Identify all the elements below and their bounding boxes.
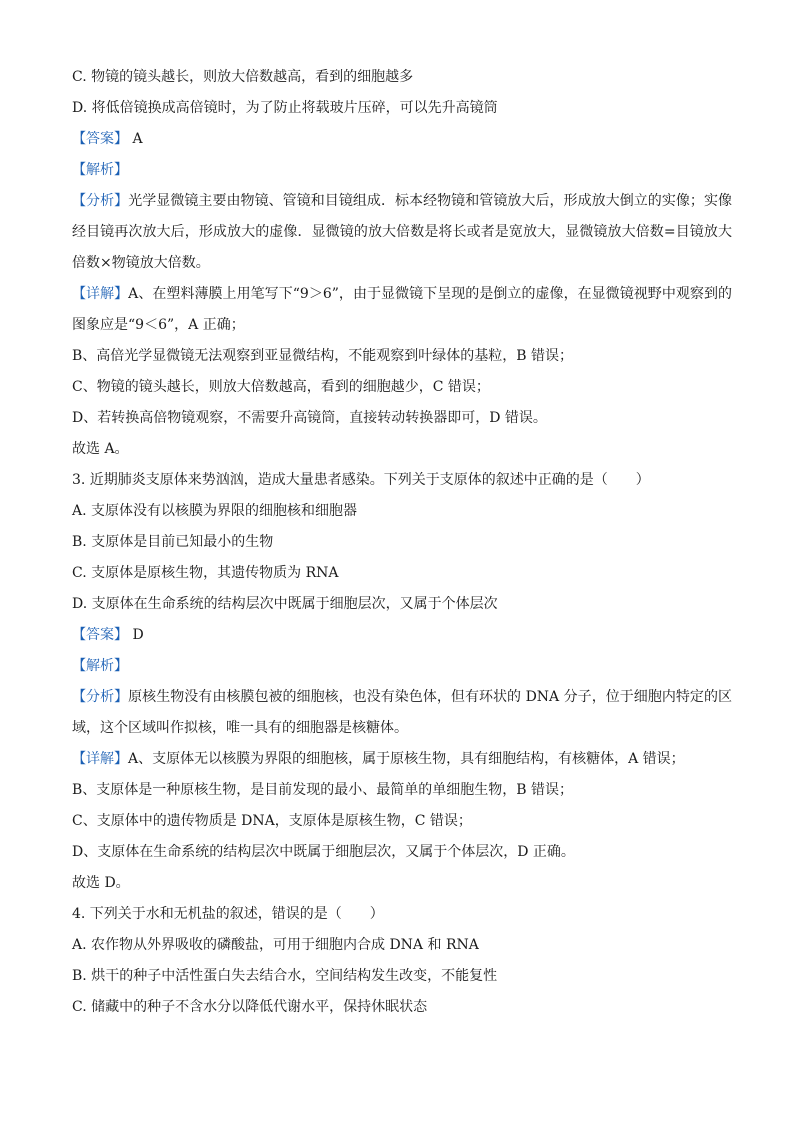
- xiangjie-tag: 【详解】: [72, 286, 129, 302]
- q4-option-c: C. 储藏中的种子不含水分以降低代谢水平，保持休眠状态: [72, 999, 428, 1015]
- answer-tag: 【答案】: [72, 627, 128, 643]
- fenxi-text: 原核生物没有由核膜包被的细胞核，也没有染色体，但有环状的 DNA 分子，位于细胞内特定的区域，这个区域叫作拟核，唯一具有的细胞器是核糖体。: [72, 689, 733, 736]
- fenxi-tag: 【分析】: [72, 193, 129, 209]
- q3-answer: [72, 620, 732, 651]
- q3-detail-d: D、支原体在生命系统的结构层次中既属于细胞层次，又属于个体层次，D 正确。: [72, 844, 575, 860]
- q2-detail-b: B、高倍光学显微镜无法观察到亚显微结构，不能观察到叶绿体的基粒，B 错误；: [72, 348, 574, 364]
- q4-option-a: A. 农作物从外界吸收的磷酸盐，可用于细胞内合成 DNA 和 RNA: [72, 937, 479, 953]
- q3-fenxi: [72, 682, 732, 744]
- q2-analysis-tag: 【解析】: [72, 162, 128, 178]
- q3-detail-b: B、支原体是一种原核生物，是目前发现的最小、最简单的单细胞生物，B 错误；: [72, 782, 574, 798]
- q3-option-b: B. 支原体是目前已知最小的生物: [72, 534, 274, 550]
- q3-stem: 3. 近期肺炎支原体来势汹汹，造成大量患者感染。下列关于支原体的叙述中正确的是（ ）: [72, 472, 650, 488]
- q3-conclusion: 故选 D。: [72, 875, 130, 891]
- q2-conclusion: 故选 A。: [72, 441, 129, 457]
- q2-option-d: D. 将低倍镜换成高倍镜时，为了防止将载玻片压碎，可以先升高镜筒: [72, 100, 498, 116]
- q3-detail-c: C、支原体中的遗传物质是 DNA，支原体是原核生物，C 错误；: [72, 813, 472, 829]
- q2-option-c: C. 物镜的镜头越长，则放大倍数越高，看到的细胞越多: [72, 69, 414, 85]
- q2-xiangjie: [72, 279, 732, 341]
- q3-option-d: D. 支原体在生命系统的结构层次中既属于细胞层次，又属于个体层次: [72, 596, 498, 612]
- answer-tag: 【答案】: [72, 131, 128, 147]
- answer-value: A: [132, 131, 143, 147]
- q3-analysis-tag: 【解析】: [72, 658, 128, 674]
- q2-fenxi: [72, 186, 732, 279]
- q4-option-b: B. 烘干的种子中活性蛋白失去结合水，空间结构发生改变，不能复性: [72, 968, 498, 984]
- q3-option-c: C. 支原体是原核生物，其遗传物质为 RNA: [72, 565, 339, 581]
- q2-detail-d: D、若转换高倍物镜观察，不需要升高镜筒，直接转动转换器即可，D 错误。: [72, 410, 547, 426]
- document-page: [72, 62, 732, 1023]
- xiangjie-tag: 【详解】: [72, 751, 128, 767]
- fenxi-tag: 【分析】: [72, 689, 129, 705]
- q2-answer: [72, 124, 732, 155]
- xiangjie-text: A、支原体无以核膜为界限的细胞核，属于原核生物，具有细胞结构，有核糖体，A 错误；: [128, 751, 685, 767]
- q3-xiangjie: [72, 744, 732, 775]
- answer-value: D: [132, 627, 144, 643]
- xiangjie-text: A、在塑料薄膜上用笔写下“9＞6”，由于显微镜下呈现的是倒立的虚像，在显微镜视野中观察到的图象应是“9＜6”，A 正确；: [72, 286, 732, 333]
- q4-stem: 4. 下列关于水和无机盐的叙述，错误的是（ ）: [72, 906, 384, 922]
- q3-option-a: A. 支原体没有以核膜为界限的细胞核和细胞器: [72, 503, 358, 519]
- fenxi-text: 光学显微镜主要由物镜、管镜和目镜组成．标本经物镜和管镜放大后，形成放大倒立的实像；实像经目镜再次放大后，形成放大的虚像．显微镜的放大倍数是将长或者是宽放大，显微镜放大倍数=目镜放大倍数×物镜放大倍数。: [72, 193, 733, 271]
- q2-detail-c: C、物镜的镜头越长，则放大倍数越高，看到的细胞越少，C 错误；: [72, 379, 490, 395]
